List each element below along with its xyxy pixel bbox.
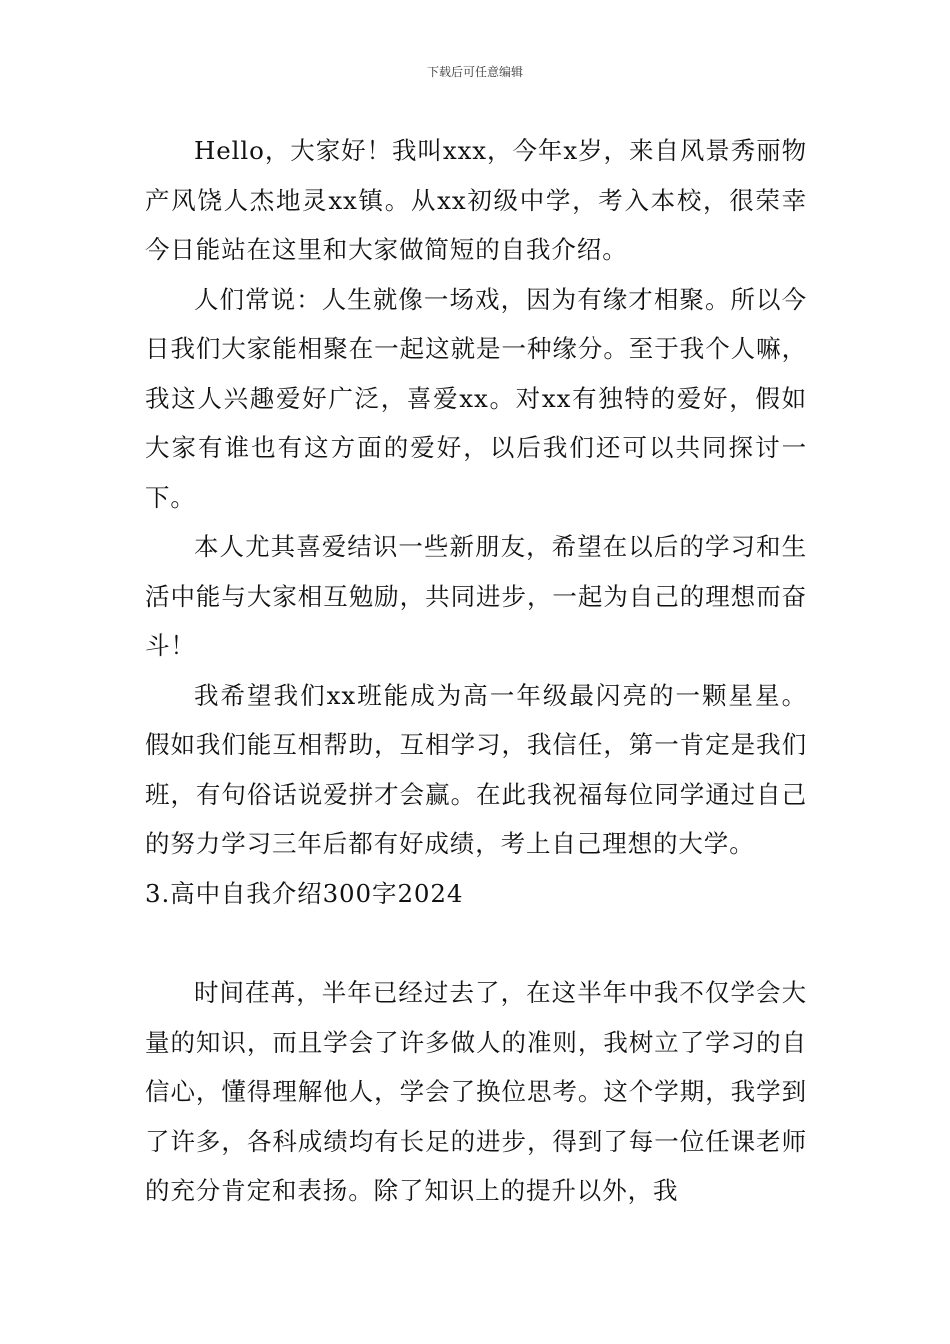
- section-heading: 3.高中自我介绍300字2024: [145, 878, 464, 908]
- page-header: 下载后可任意编辑: [426, 65, 523, 79]
- paragraph-hobbies: 人们常说：人生就像一场戏，因为有缘才相聚。所以今日我们大家能相聚在一起这就是一种缘分。至于我个人嘛，我这人兴趣爱好广泛，喜爱xx。对xx有独特的爱好，假如大家有谁也有这方面的爱好，以后我们还可以共同探讨一下。: [145, 284, 807, 512]
- section-spacer: [145, 918, 807, 968]
- paragraph-intro: Hello，大家好！我叫xxx，今年x岁，来自风景秀丽物产风饶人杰地灵xx镇。从xx初级中学，考入本校，很荣幸今日能站在这里和大家做简短的自我介绍。: [145, 136, 807, 264]
- paragraph-friends: 本人尤其喜爱结识一些新朋友，希望在以后的学习和生活中能与大家相互勉励，共同进步，一起为自己的理想而奋斗！: [145, 532, 807, 660]
- paragraph-semester: 时间荏苒，半年已经过去了，在这半年中我不仅学会大量的知识，而且学会了许多做人的准则，我树立了学习的自信心，懂得理解他人，学会了换位思考。这个学期，我学到了许多，各科成绩均有长足的进步，得到了每一位任课老师的充分肯定和表扬。除了知识上的提升以外，我: [145, 978, 807, 1205]
- document-body: [145, 126, 807, 1216]
- paragraph-wishes: 我希望我们xx班能成为高一年级最闪亮的一颗星星。假如我们能互相帮助，互相学习，我信任，第一肯定是我们班，有句俗话说爱拼才会赢。在此我祝福每位同学通过自己的努力学习三年后都有好成绩，考上自己理想的大学。: [145, 680, 807, 858]
